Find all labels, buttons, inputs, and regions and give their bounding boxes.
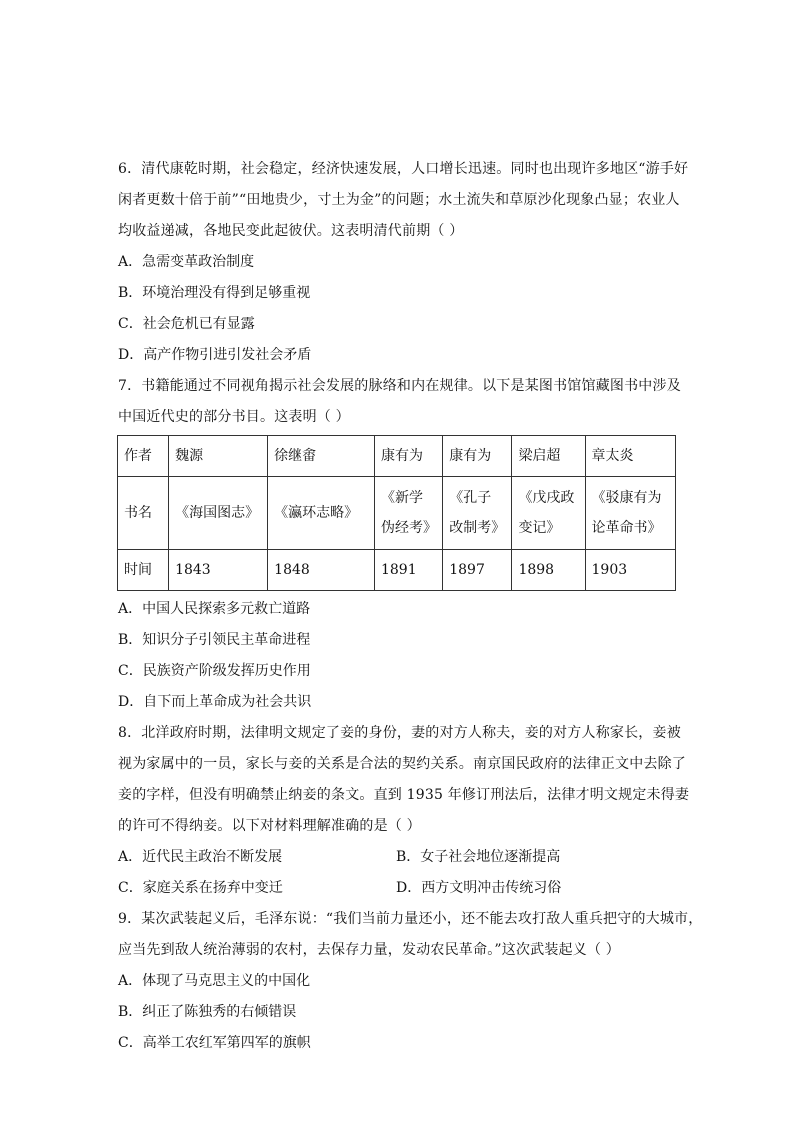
table-cell [169,477,268,550]
cell-text: 改制考》 [449,520,506,536]
table-cell: 1898 [512,550,585,591]
cell-text: 《瀛环志略》 [274,505,359,521]
table-cell: 1903 [585,550,675,591]
question-6-stem-line: 均收益递减，各地民变此起彼伏。这表明清代前期（ ） [118,223,464,239]
cell-text: 《戊戌政 [518,490,575,506]
question-7-option-d[interactable]: D．自下而上革命成为社会共识 [118,694,312,710]
question-8-stem-line: 视为家属中的一员，家长与妾的关系是合法的契约关系。南京国民政府的法律正文中去除了 [118,756,686,772]
table-cell: 1891 [374,550,442,591]
question-8-option-b[interactable]: B．女子社会地位逐渐提高 [396,849,561,865]
table-cell: 康有为 [443,436,512,477]
table-cell [443,477,512,550]
question-9 [118,904,703,1059]
question-7-stem-line: 中国近代史的部分书目。这表明（ ） [118,409,350,425]
cell-text: 论革命书》 [591,520,662,536]
table-row-time [118,550,676,591]
table-cell: 作者 [118,436,169,477]
question-8-stem-line: 8．北洋政府时期，法律明文规定了妾的身份，妻的对方人称夫，妾的对方人称家长，妾被 [118,725,681,741]
cell-text: 变记》 [518,520,561,536]
question-9-stem-line: 应当先到敌人统治薄弱的农村，去保存力量，发动农民革命。”这次武装起义（ ） [118,942,621,958]
table-row-title [118,477,676,550]
cell-text: 《海国图志》 [175,505,260,521]
cell-text: 《孔子 [449,490,492,506]
table-cell: 章太炎 [585,436,675,477]
question-6-option-a[interactable]: A．急需变革政治制度 [118,254,255,270]
question-7-option-c[interactable]: C．民族资产阶级发挥历史作用 [118,663,311,679]
table-cell: 康有为 [374,436,442,477]
question-6 [118,154,689,371]
question-6-stem-line: 闲者更数十倍于前”“田地贵少，寸土为金”的问题；水土流失和草原沙化现象凸显；农业人 [118,192,680,208]
question-8-options-row [118,842,676,873]
question-9-option-c[interactable]: C．高举工农红军第四军的旗帜 [118,1035,311,1051]
question-6-option-b[interactable]: B．环境治理没有得到足够重视 [118,285,311,301]
question-9-option-a[interactable]: A．体现了马克思主义的中国化 [118,973,311,989]
question-6-stem-line: 6．清代康乾时期，社会稳定，经济快速发展，人口增长迅速。同时也出现许多地区“游手好 [118,161,689,177]
question-7-stem-line: 7．书籍能通过不同视角揭示社会发展的脉络和内在规律。以下是某图书馆馆藏图书中涉及 [118,378,681,394]
question-8-stem-line: 妾的字样，但没有明确禁止纳妾的条文。直到 1935 年修订刑法后，法律才明文规定未得妻 [118,787,690,803]
question-8-stem-line: 的许可不得纳妾。以下对材料理解准确的是（ ） [118,818,421,834]
question-9-stem-line: 9．某次武装起义后，毛泽东说：“我们当前力量还小，还不能去攻打敌人重兵把守的大城市， [118,911,703,927]
cell-text: 伪经考》 [380,520,437,536]
question-8-option-c[interactable]: C．家庭关系在扬弃中变迁 [118,880,283,896]
table-cell: 时间 [118,550,169,591]
table-cell: 1848 [268,550,375,591]
cell-text: 《驳康有为 [591,490,662,506]
question-7 [118,371,681,718]
table-cell: 1897 [443,550,512,591]
book-list-table [117,435,676,591]
question-6-option-c[interactable]: C．社会危机已有显露 [118,316,255,332]
exam-page-content [118,154,703,1059]
table-cell: 徐继畬 [268,436,375,477]
question-7-option-b[interactable]: B．知识分子引领民主革命进程 [118,632,311,648]
question-8-option-a[interactable]: A．近代民主政治不断发展 [118,849,283,865]
question-9-option-b[interactable]: B．纠正了陈独秀的右倾错误 [118,1004,297,1020]
table-cell [268,477,375,550]
table-cell [374,477,442,550]
table-cell: 梁启超 [512,436,585,477]
table-cell [118,477,169,550]
table-cell: 1843 [169,550,268,591]
cell-text: 《新学 [380,490,423,506]
question-8 [118,718,690,904]
question-7-option-a[interactable]: A．中国人民探索多元救亡道路 [118,601,311,617]
table-cell: 魏源 [169,436,268,477]
table-cell [512,477,585,550]
question-8-options-row [118,873,676,904]
table-cell [585,477,675,550]
table-row-author [118,436,676,477]
question-6-option-d[interactable]: D．高产作物引进引发社会矛盾 [118,347,312,363]
cell-text: 书名 [124,505,152,521]
question-8-option-d[interactable]: D．西方文明冲击传统习俗 [396,880,562,896]
